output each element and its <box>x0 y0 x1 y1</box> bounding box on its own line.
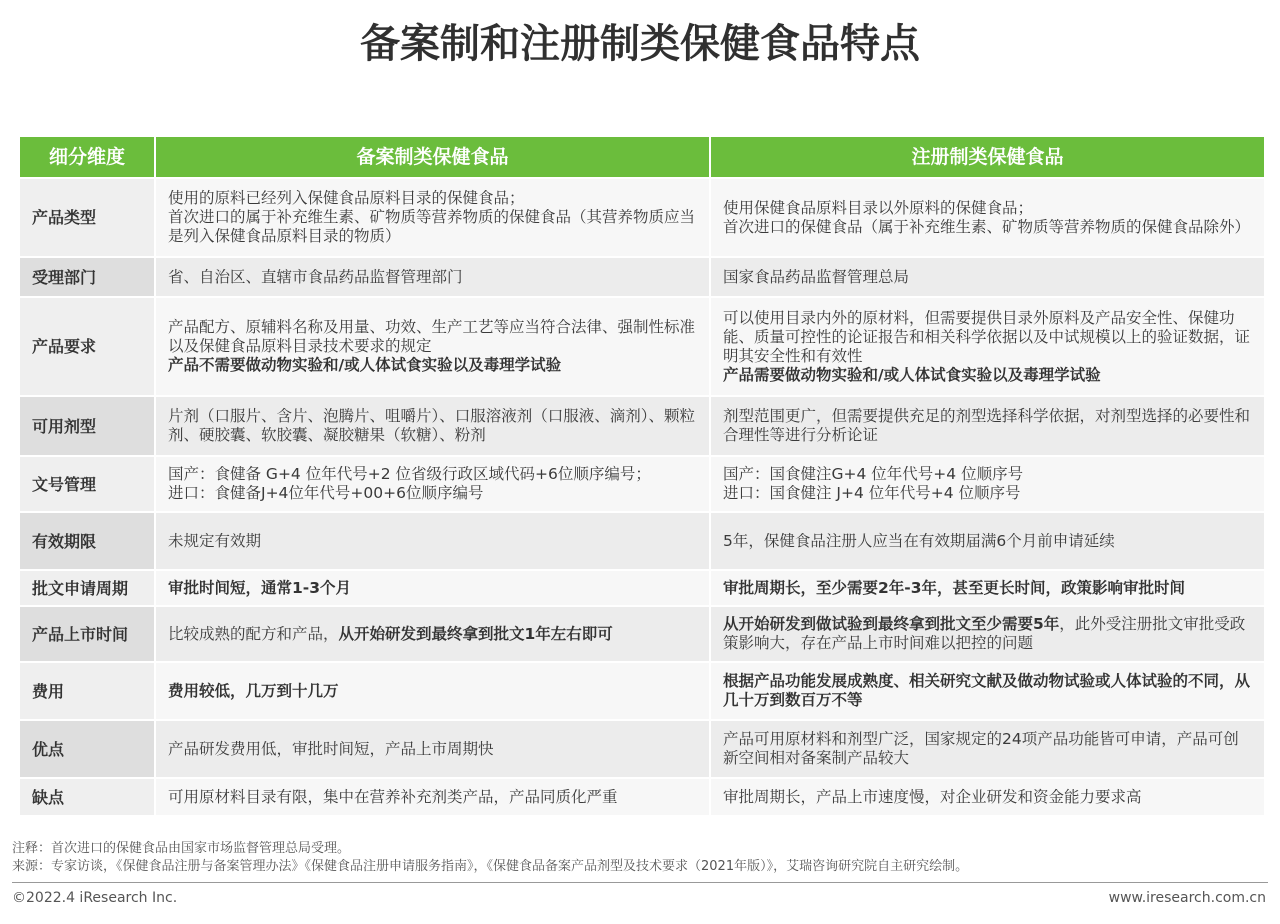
header-registration: 注册制类保健食品 <box>711 137 1264 177</box>
row-dim-dosage-forms: 可用剂型 <box>20 397 154 455</box>
cell-text: 审批周期长，产品上市速度慢，对企业研发和资金能力要求高 <box>723 787 1142 806</box>
row-dim-cost: 费用 <box>20 663 154 719</box>
page-title: 备案制和注册制类保健食品特点 <box>360 21 920 67</box>
cell-bold-text: 审批时间短，通常1-3个月 <box>168 578 352 597</box>
cell-text: 产品研发费用低，审批时间短，产品上市周期快 <box>168 739 494 758</box>
cell-text: 省、自治区、直辖市食品药品监督管理部门 <box>168 267 463 286</box>
row-dim-time-to-market: 产品上市时间 <box>20 607 154 661</box>
row-dim-product-type: 产品类型 <box>20 179 154 256</box>
cell-text: 5年，保健食品注册人应当在有效期届满6个月前申请延续 <box>723 531 1115 550</box>
cell-bold-text: 从开始研发到最终拿到批文1年左右即可 <box>338 624 613 643</box>
row-dim-requirements: 产品要求 <box>20 298 154 395</box>
cell-text: 使用保健食品原料目录以外原料的保健食品； <box>723 198 1034 217</box>
table-cell <box>711 258 1264 296</box>
cell-text: 国产：食健备 G+4 位年代号+2 位省级行政区域代码+6位顺序编号； <box>168 465 651 483</box>
cell-text: 国产：国食健注G+4 位年代号+4 位顺序号 <box>723 465 1024 483</box>
table-cell <box>711 179 1264 256</box>
cell-text: 进口：食健备J+4位年代号+00+6位顺序编号 <box>168 484 484 502</box>
cell-text: 剂型范围更广，但需要提供充足的剂型选择科学依据，对剂型选择的必要性和合理性等进行分析论证 <box>723 407 1251 444</box>
cell-text: 比较成熟的配方和产品， <box>168 624 339 643</box>
row-dim-application-cycle: 批文申请周期 <box>20 571 154 605</box>
table-cell <box>711 607 1264 661</box>
table-cell <box>156 179 709 256</box>
table-cell <box>711 663 1264 719</box>
comparison-table <box>20 137 1262 815</box>
copyright: ©2022.4 iResearch Inc. <box>12 890 178 906</box>
cell-text: 未规定有效期 <box>168 531 262 550</box>
row-dim-advantages: 优点 <box>20 721 154 777</box>
row-dim-department: 受理部门 <box>20 258 154 296</box>
table-cell <box>156 663 709 719</box>
row-dim-disadvantages: 缺点 <box>20 779 154 815</box>
cell-text: 进口：国食健注 J+4 位年代号+4 位顺序号 <box>723 484 1021 502</box>
footnote: 注释：首次进口的保健食品由国家市场监督管理总局受理。 <box>12 841 351 856</box>
table-cell <box>156 571 709 605</box>
table-cell <box>156 513 709 569</box>
table-cell <box>711 397 1264 455</box>
cell-bold-text: 根据产品功能发展成熟度、相关研究文献及做动物试验或人体试验的不同，从几十万到数百万不等 <box>723 672 1251 709</box>
table-cell <box>156 721 709 777</box>
cell-text: 可以使用目录内外的原材料，但需要提供目录外原料及产品安全性、保健功能、质量可控性的论证报告和相关科学依据以及中试规模以上的验证数据，证明其安全性和有效性 <box>723 308 1251 365</box>
cell-bold-text: 产品不需要做动物实验和/或人体试食实验以及毒理学试验 <box>168 356 562 374</box>
row-dim-validity: 有效期限 <box>20 513 154 569</box>
cell-text: 首次进口的保健食品（属于补充维生素、矿物质等营养物质的保健食品除外） <box>723 217 1251 236</box>
cell-text: 产品配方、原辅料名称及用量、功效、生产工艺等应当符合法律、强制性标准以及保健食品原料目录技术要求的规定 <box>168 318 696 355</box>
source-note: 来源：专家访谈，《保健食品注册与备案管理办法》《保健食品注册申请服务指南》，《保健食品备案产品剂型及技术要求（2021年版）》，艾瑞咨询研究院自主研究绘制。 <box>12 859 969 874</box>
table-cell <box>711 721 1264 777</box>
cell-bold-text: 审批周期长，至少需要2年-3年，甚至更长时间，政策影响审批时间 <box>723 578 1186 597</box>
table-cell <box>711 571 1264 605</box>
table-cell <box>156 298 709 395</box>
table-cell <box>711 779 1264 815</box>
row-dim-approval-number: 文号管理 <box>20 457 154 511</box>
cell-bold-text: 费用较低，几万到十几万 <box>168 681 339 700</box>
cell-text: ，此外受注册批文审批受政策影响大，存在产品上市时间难以把控的问题 <box>723 615 1246 652</box>
table-cell <box>711 298 1264 395</box>
table-cell <box>711 513 1264 569</box>
website-url: www.iresearch.com.cn <box>1108 890 1266 906</box>
cell-text: 使用的原料已经列入保健食品原料目录的保健食品； <box>168 189 525 207</box>
table-cell <box>711 457 1264 511</box>
cell-bold-text: 产品需要做动物实验和/或人体试食实验以及毒理学试验 <box>723 365 1101 384</box>
table-cell <box>156 779 709 815</box>
table-cell <box>156 397 709 455</box>
table-cell <box>156 607 709 661</box>
cell-text: 国家食品药品监督管理总局 <box>723 267 910 286</box>
footer-divider <box>12 882 1268 883</box>
cell-text: 产品可用原材料和剂型广泛，国家规定的24项产品功能皆可申请，产品可创新空间相对备案制产品较大 <box>723 730 1239 767</box>
header-dimension: 细分维度 <box>20 137 154 177</box>
cell-text: 首次进口的属于补充维生素、矿物质等营养物质的保健食品（其营养物质应当是列入保健食品原料目录的物质） <box>168 208 696 245</box>
cell-bold-text: 从开始研发到做试验到最终拿到批文至少需要5年 <box>723 615 1060 633</box>
table-cell <box>156 258 709 296</box>
header-filing: 备案制类保健食品 <box>156 137 709 177</box>
table-cell <box>156 457 709 511</box>
cell-text: 可用原材料目录有限，集中在营养补充剂类产品，产品同质化严重 <box>168 787 618 806</box>
cell-text: 片剂（口服片、含片、泡腾片、咀嚼片）、口服溶液剂（口服液、滴剂）、颗粒剂、硬胶囊、软胶囊、凝胶糖果（软糖）、粉剂 <box>168 407 696 444</box>
